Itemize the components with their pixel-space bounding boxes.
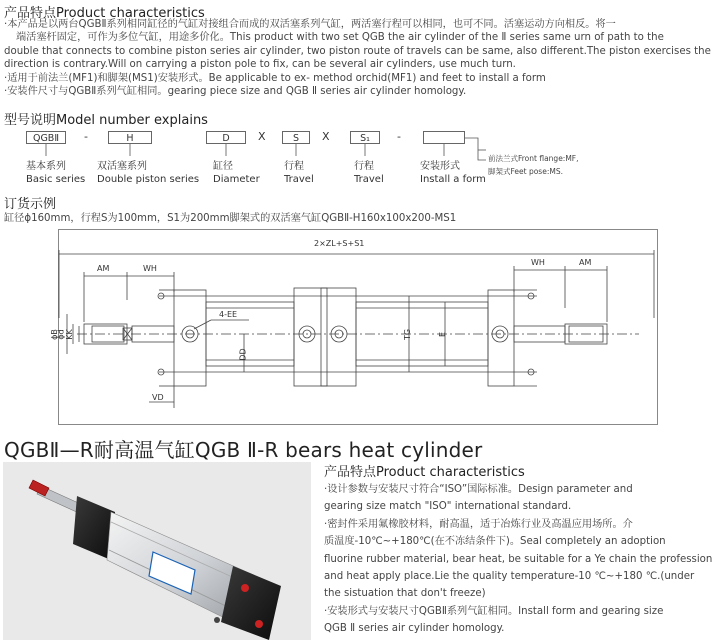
mount-option: 前法兰式Front flange:MF, bbox=[488, 154, 579, 163]
label-en: Double piston series bbox=[97, 174, 200, 185]
model-separator: X bbox=[322, 130, 330, 143]
model-box-type: H bbox=[108, 131, 152, 144]
cylinder-drawing bbox=[56, 230, 657, 424]
label-en: Travel bbox=[354, 174, 384, 185]
bullet-line: and heat apply place.Lie the quality temperature-10 ℃~+180 ℃.(under bbox=[324, 571, 695, 583]
dim-am-right: AM bbox=[579, 258, 592, 267]
bullet-line: ·设计参数与安装尺寸符合“ISO”国际标准。Design parameter and bbox=[324, 484, 633, 495]
dim-dd: DD bbox=[238, 348, 248, 361]
label-en: Install a form bbox=[420, 174, 486, 185]
model-box-stroke2: S₁ bbox=[350, 131, 380, 144]
label-en: Diameter bbox=[213, 174, 260, 185]
dim-phi-d: ϕd bbox=[56, 329, 66, 340]
product-photo bbox=[3, 462, 311, 640]
model-separator: X bbox=[258, 130, 266, 143]
mount-option: 脚架式Feet pose:MS. bbox=[488, 167, 563, 176]
label-cn: 缸径 bbox=[213, 161, 233, 172]
order-example: 缸径ϕ160mm，行程S为100mm，S1为200mm脚架式的双活塞气缸QGBⅡ-H160x100x200-MS1 bbox=[4, 213, 457, 224]
model-title: 型号说明Model number explains bbox=[4, 113, 208, 128]
model-box-diameter: D bbox=[206, 131, 246, 144]
label-cn: 双活塞系列 bbox=[97, 161, 147, 172]
model-separator: - bbox=[397, 130, 401, 143]
label-cn: 基本系列 bbox=[26, 161, 66, 172]
bullet-line: 端活塞杆固定，可作为多位气缸，用途多价化。This product with two set QGB the air cylinder of the Ⅱ series same urn of path to the bbox=[16, 32, 664, 44]
dim-wh-left: WH bbox=[143, 264, 157, 273]
dim-wh-right: WH bbox=[531, 258, 545, 267]
bullet-line: gearing size match "ISO" international standard. bbox=[324, 501, 572, 513]
dim-total: 2×ZL+S+S1 bbox=[314, 239, 365, 248]
bullet-line: ·安装形式与安装尺寸QGBⅡ系列气缸相同。Install form and gearing size bbox=[324, 605, 664, 617]
bullet-line: double that connects to combine piston series air cylinder, two piston route of travels can be same, also different.The piston exercises the bbox=[4, 45, 711, 57]
bullet-line: 质温度-10℃~+180℃(在不冻结条件下)。Seal completely an adoption bbox=[324, 536, 666, 548]
label-en: Travel bbox=[284, 174, 314, 185]
bullet-line: QGB Ⅱ series air cylinder homology. bbox=[324, 623, 505, 635]
bullet-line: ·安装件尺寸与QGBⅡ系列气缸相同。gearing piece size and QGB Ⅱ series air cylinder homology. bbox=[4, 86, 467, 98]
section2-title: 产品特点Product characteristics bbox=[324, 465, 525, 480]
bullet-line: fluorine rubber material, bear heat, be suitable for a Ye chain the profession bbox=[324, 553, 712, 565]
bullet-line: direction is contrary.Will on carrying a piston pole to fix, can be several air cylinders, use much turn. bbox=[4, 59, 516, 71]
model-connector-lines bbox=[0, 0, 711, 200]
bullet-line: the sistuation that don't freeze) bbox=[324, 588, 486, 600]
dim-am-left: AM bbox=[97, 264, 110, 273]
drawing-frame bbox=[49, 229, 658, 425]
cylinder-photo bbox=[3, 462, 311, 640]
product-heading: QGBⅡ—R耐高温气缸QGB Ⅱ-R bears heat cylinder bbox=[4, 438, 483, 462]
dim-kk: KK bbox=[64, 329, 74, 340]
section-title: 产品特点Product characteristics bbox=[4, 6, 205, 21]
dim-vd: VD bbox=[152, 393, 164, 402]
bullet-line: ·适用于前法兰(MF1)和脚架(MS1)安装形式。Be applicable to ex- method orchid(MF1) and feet to install a form bbox=[4, 72, 546, 84]
dim-e: E bbox=[438, 331, 448, 338]
dim-tg: TG bbox=[403, 328, 413, 341]
order-title: 订货示例 bbox=[4, 197, 57, 212]
label-cn: 安装形式 bbox=[420, 161, 460, 172]
model-box-series: QGBⅡ bbox=[26, 131, 66, 144]
dim-phi-b: ϕB bbox=[49, 329, 59, 340]
dim-ee: 4-EE bbox=[219, 310, 238, 319]
label-cn: 行程 bbox=[284, 161, 304, 172]
model-separator: - bbox=[84, 130, 88, 143]
bullet-line: ·本产品是以两台QGBⅡ系列相同缸径的气缸对接组合而成的双活塞系列气缸，两活塞行程可以相同，也可不同。活塞运动方向相反。将一 bbox=[4, 19, 616, 30]
label-cn: 行程 bbox=[354, 161, 374, 172]
label-en: Basic series bbox=[26, 174, 86, 185]
bullet-line: ·密封件采用氟橡胶材料，耐高温，适于冶炼行业及高温应用场所。介 bbox=[324, 518, 633, 530]
section2-list bbox=[324, 481, 712, 638]
model-box-stroke: S bbox=[282, 131, 310, 144]
